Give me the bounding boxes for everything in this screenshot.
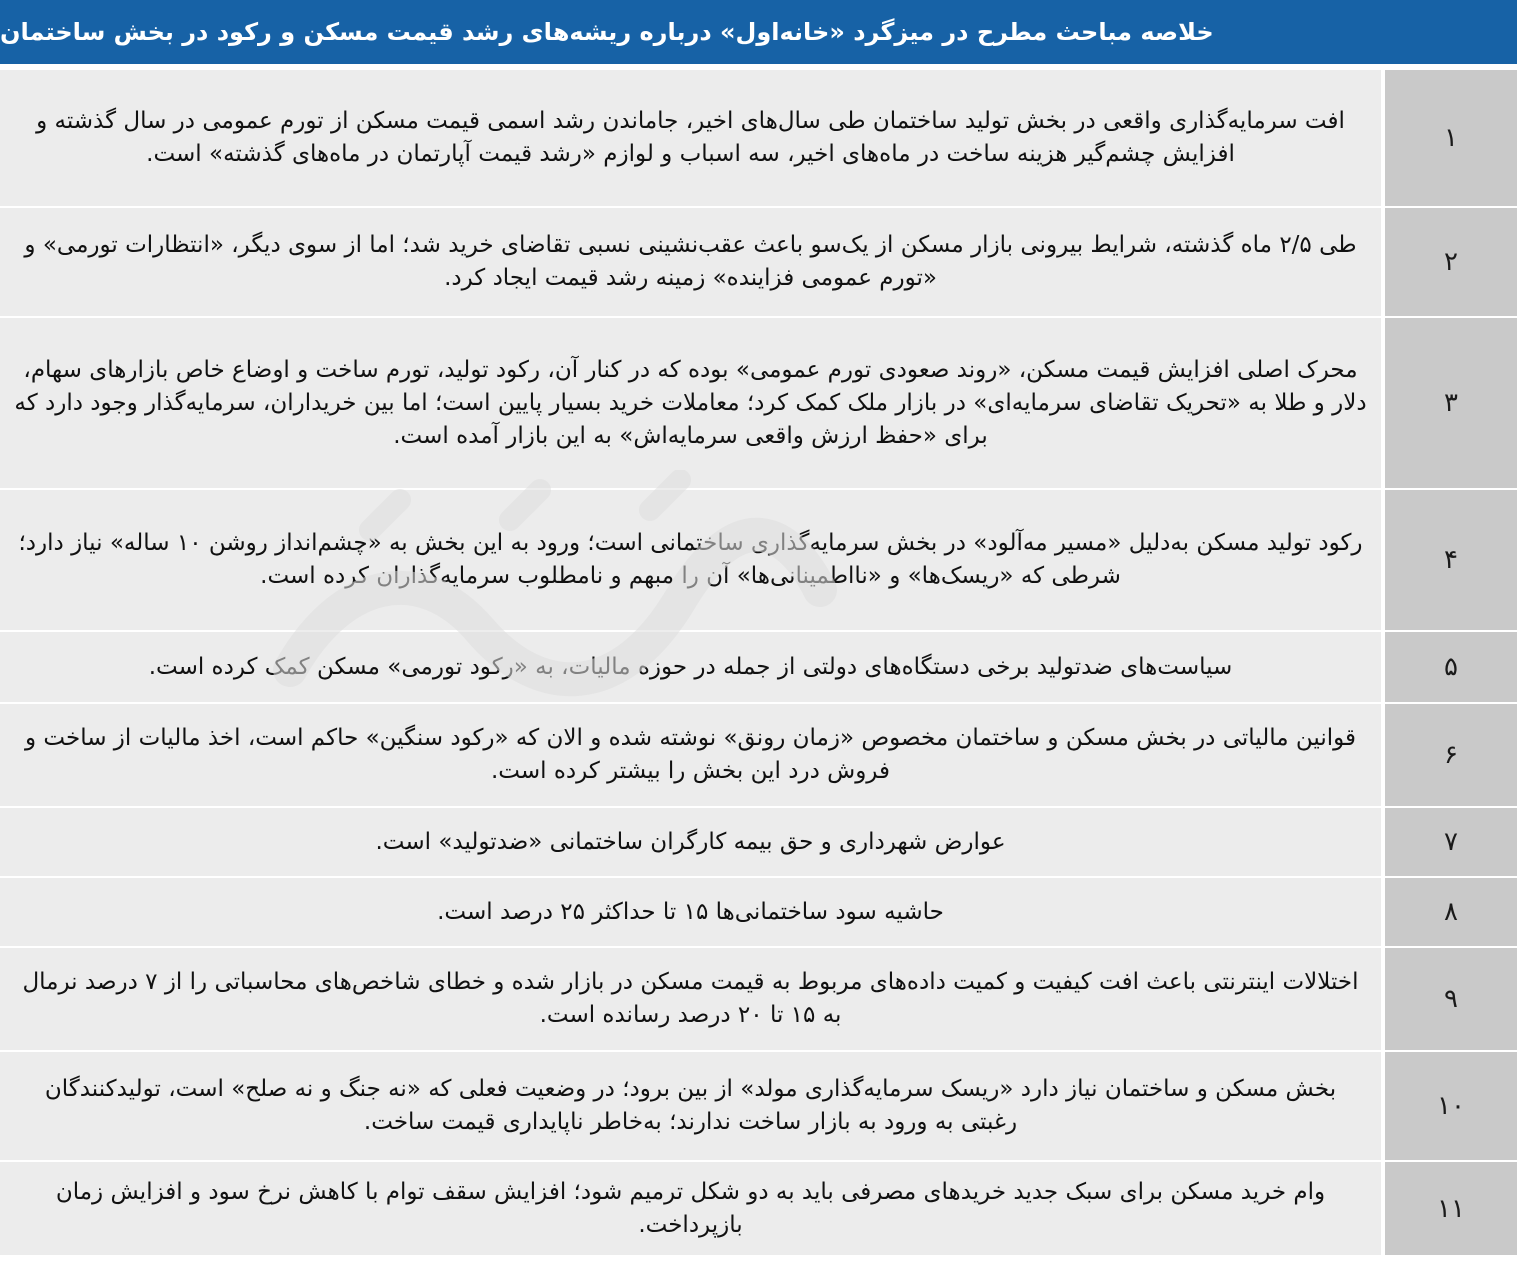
row-number: ۶ — [1381, 704, 1517, 806]
table-row — [0, 878, 1517, 948]
row-text: رکود تولید مسکن به‌دلیل «مسیر مه‌آلود» در بخش سرمایه‌گذاری ساختمانی است؛ ورود به این بخش به «چشم‌انداز روشن ۱۰ ساله» نیاز دارد؛ شرطی که «ریسک‌ها» و «نااطمینانی‌ها» آن را مبهم و نامطلوب سرمایه‌گذاران کرده است. — [0, 490, 1381, 630]
row-text: محرک اصلی افزایش قیمت مسکن، «روند صعودی تورم عمومی» بوده که در کنار آن، رکود تولید، تورم ساخت و اوضاع خاص بازارهای سهام، دلار و طلا به «تحریک تقاضای سرمایه‌ای» در بازار ملک کمک کرد؛ معاملات خرید بسیار پایین است؛ اما بین خریداران، سرمایه‌گذار وجود دارد که برای «حفظ ارزش واقعی سرمایه‌اش» به این بازار آمده است. — [0, 318, 1381, 488]
table-row — [0, 948, 1517, 1052]
row-number: ۹ — [1381, 948, 1517, 1050]
table-title: خلاصه مباحث مطرح در میزگرد «خانه‌اول» درباره ریشه‌های رشد قیمت مسکن و رکود در بخش ساختمان — [0, 0, 1517, 64]
row-number: ۱ — [1381, 70, 1517, 206]
table-row — [0, 318, 1517, 490]
row-text: عوارض شهرداری و حق بیمه کارگران ساختمانی «ضدتولید» است. — [0, 808, 1381, 876]
table-row — [0, 208, 1517, 318]
table-row — [0, 70, 1517, 208]
table-row — [0, 632, 1517, 704]
row-number: ۴ — [1381, 490, 1517, 630]
row-text: سیاست‌های ضدتولید برخی دستگاه‌های دولتی از جمله در حوزه مالیات، به «رکود تورمی» مسکن کمک کرده است. — [0, 632, 1381, 702]
table-row — [0, 1162, 1517, 1257]
row-number: ۳ — [1381, 318, 1517, 488]
row-number: ۵ — [1381, 632, 1517, 702]
row-number: ۱۰ — [1381, 1052, 1517, 1160]
table-row — [0, 1052, 1517, 1162]
table-row — [0, 490, 1517, 632]
row-number: ۸ — [1381, 878, 1517, 946]
row-text: وام خرید مسکن برای سبک جدید خریدهای مصرفی باید به دو شکل ترمیم شود؛ افزایش سقف توام با کاهش نرخ سود و افزایش زمان بازپرداخت. — [0, 1162, 1381, 1255]
row-text: بخش مسکن و ساختمان نیاز دارد «ریسک سرمایه‌گذاری مولد» از بین برود؛ در وضعیت فعلی که «نه جنگ و نه صلح» است، تولیدکنندگان رغبتی به ورود به بازار ساخت ندارند؛ به‌خاطر ناپایداری قیمت ساخت. — [0, 1052, 1381, 1160]
summary-table — [0, 70, 1517, 1257]
row-text: اختلالات اینترنتی باعث افت کیفیت و کمیت داده‌های مربوط به قیمت مسکن در بازار شده و خطای شاخص‌های محاسباتی را از ۷ درصد نرمال به ۱۵ تا ۲۰ درصد رسانده است. — [0, 948, 1381, 1050]
row-number: ۲ — [1381, 208, 1517, 316]
row-text: افت سرمایه‌گذاری واقعی در بخش تولید ساختمان طی سال‌های اخیر، جاماندن رشد اسمی قیمت مسکن از تورم عمومی در سال گذشته و افزایش چشم‌گیر هزینه ساخت در ماه‌های اخیر، سه اسباب و لوازم «رشد قیمت آپارتمان در ماه‌های گذشته» است. — [0, 70, 1381, 206]
row-text: حاشیه سود ساختمانی‌ها ۱۵ تا حداکثر ۲۵ درصد است. — [0, 878, 1381, 946]
table-row — [0, 808, 1517, 878]
row-text: قوانین مالیاتی در بخش مسکن و ساختمان مخصوص «زمان رونق» نوشته شده و الان که «رکود سنگین» حاکم است، اخذ مالیات از ساخت و فروش درد این بخش را بیشتر کرده است. — [0, 704, 1381, 806]
table-row — [0, 704, 1517, 808]
row-text: طی ۲/۵ ماه گذشته، شرایط بیرونی بازار مسکن از یک‌سو باعث عقب‌نشینی نسبی تقاضای خرید شد؛ اما از سوی دیگر، «انتظارات تورمی» و «تورم عمومی فزاینده» زمینه رشد قیمت ایجاد کرد. — [0, 208, 1381, 316]
row-number: ۱۱ — [1381, 1162, 1517, 1255]
row-number: ۷ — [1381, 808, 1517, 876]
